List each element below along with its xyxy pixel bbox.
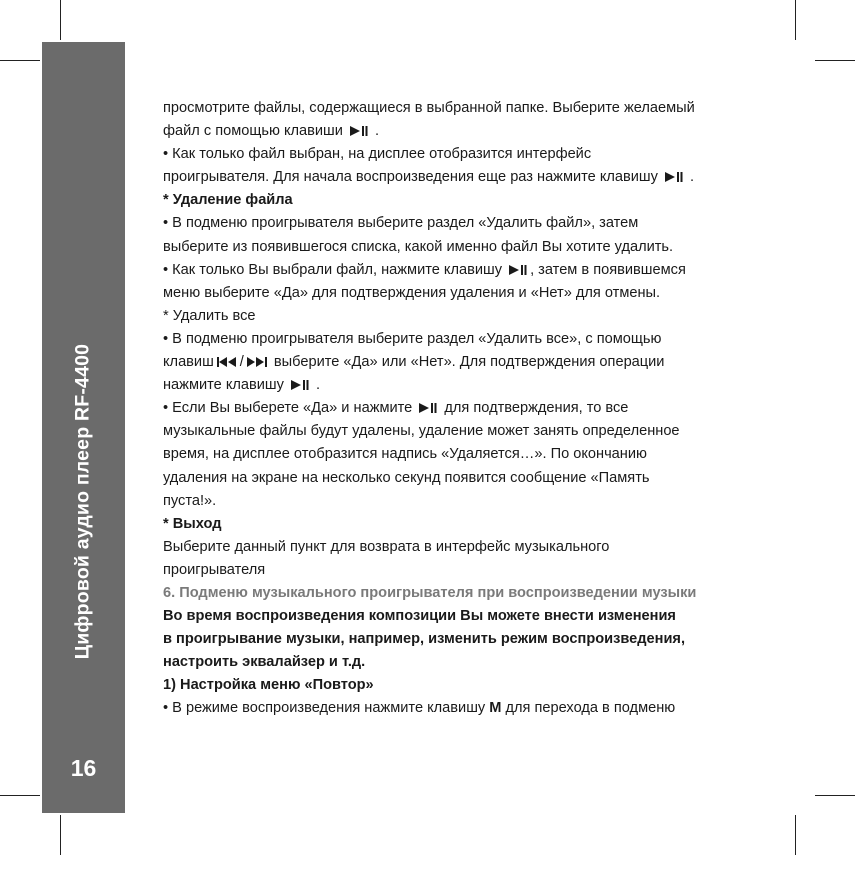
text-span: для подтверждения, то все [444,400,629,417]
text-line-bold: настроить эквалайзер и т.д. [163,654,366,671]
text-span: • В режиме воспроизведения нажмите клавишу [163,700,486,717]
text-line: • Как только файл выбран, на дисплее отобразится интерфейс [163,146,592,163]
section-heading: * Удалить все [163,307,256,324]
text-line [163,120,763,143]
text-line-bold: в проигрывание музыки, например, изменить режим воспроизведения, [163,631,686,648]
crop-mark [795,815,796,855]
text-span: . [316,377,321,394]
sidebar-title: Цифровой аудио плеер RF-4400 [71,343,94,660]
crop-mark [60,0,61,40]
text-line-bold: Во время воспроизведения композиции Вы можете внести изменения [163,608,676,625]
text-line [163,374,763,397]
text-line: музыкальные файлы будут удалены, удаление может занять определенное [163,423,680,440]
play-pause-icon [291,380,309,390]
subsection-heading: 1) Настройка меню «Повтор» [163,677,374,694]
crop-mark [60,815,61,855]
section-heading: * Удаление файла [163,192,293,209]
text-line [163,351,763,374]
crop-mark [0,795,40,796]
text-span: проигрывателя. Для начала воспроизведения еще раз нажмите клавишу [163,169,658,186]
prev-track-icon [217,357,237,367]
text-line: • В подменю проигрывателя выберите раздел «Удалить все», с помощью [163,330,662,347]
text-line [163,259,763,282]
text-line [163,697,763,720]
play-pause-icon [350,126,368,136]
text-line: время, на дисплее отобразится надпись «Удаляется…». По окончанию [163,446,647,463]
chapter-heading: 6. Подменю музыкального проигрывателя при воспроизведении музыки [163,584,697,601]
text-line: меню выберите «Да» для подтверждения удаления и «Нет» для отмены. [163,284,661,301]
page-content [163,97,763,721]
play-pause-icon [509,265,527,275]
text-line: • В подменю проигрывателя выберите раздел «Удалить файл», затем [163,215,639,232]
text-line: пуста!». [163,492,217,509]
text-line [163,397,763,420]
play-pause-icon [665,172,683,182]
page-number: 16 [70,755,97,781]
text-span: . [375,123,380,140]
text-span: файл с помощью клавиши [163,123,343,140]
text-line: удаления на экране на несколько секунд появится сообщение «Память [163,469,650,486]
text-span: . [690,169,695,186]
crop-mark [0,60,40,61]
text-line [163,166,763,189]
text-span: • Если Вы выберете «Да» и нажмите [163,400,413,417]
crop-mark [815,795,855,796]
text-line: проигрывателя [163,561,266,578]
text-span: клавиш [163,354,214,371]
text-line: просмотрите файлы, содержащиеся в выбранной папке. Выберите желаемый [163,100,695,116]
key-label: M [489,700,502,717]
section-heading: * Выход [163,515,222,532]
text-span: выберите «Да» или «Нет». Для подтверждения операции [273,354,665,371]
next-track-icon [247,357,267,367]
text-span: • Как только Вы выбрали файл, нажмите клавишу [163,261,503,278]
text-line: выберите из появившегося списка, какой именно файл Вы хотите удалить. [163,238,674,255]
crop-mark [795,0,796,40]
text-span: нажмите клавишу [163,377,284,394]
crop-mark [815,60,855,61]
play-pause-icon [419,403,437,413]
text-span: / [239,354,244,371]
text-span: , затем в появившемся [530,261,686,278]
text-line: Выберите данный пункт для возврата в интерфейс музыкального [163,538,610,555]
text-span: для перехода в подменю [505,700,676,717]
